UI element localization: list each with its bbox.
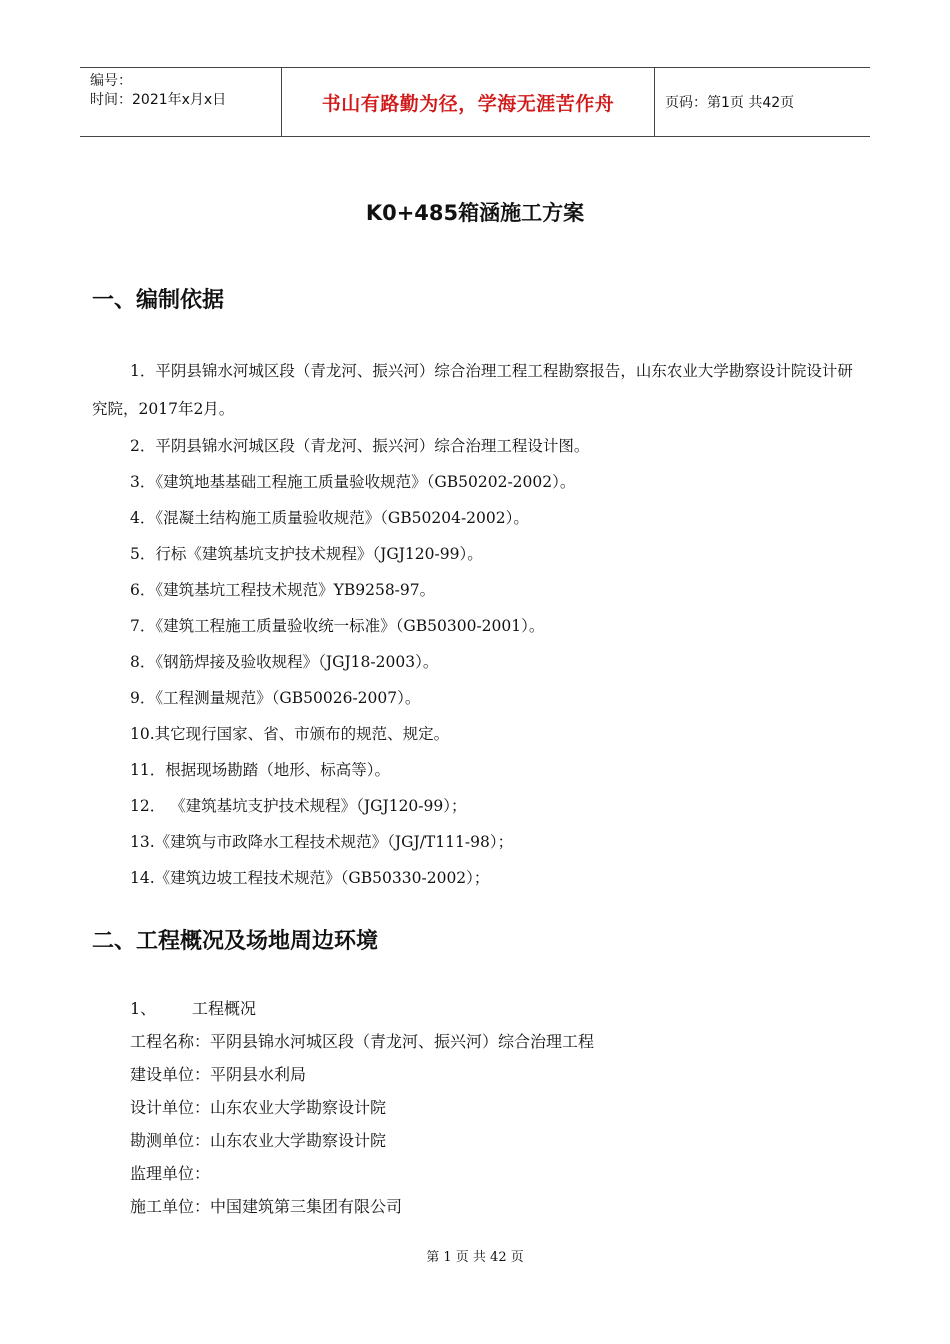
document-title: K0+485箱涵施工方案 (365, 201, 585, 225)
project-overview (130, 992, 594, 1223)
page-header (80, 67, 870, 137)
list-item: 7．《建筑工程施工质量验收统一标准》（GB50300-2001）。 (130, 617, 545, 635)
basis-list (92, 352, 862, 896)
document-date: 时间：2021年x月x日 (90, 92, 227, 108)
overview-row: 监理单位： (130, 1164, 211, 1183)
overview-row: 工程名称：平阴县锦水河城区段（青龙河、振兴河）综合治理工程 (130, 1032, 595, 1051)
list-item: 6．《建筑基坑工程技术规范》YB9258-97。 (130, 581, 436, 599)
list-item: 2．平阴县锦水河城区段（青龙河、振兴河）综合治理工程设计图。 (130, 437, 590, 455)
list-item: 12． 《建筑基坑支护技术规程》（JGJ120-99）； (130, 797, 467, 815)
list-item: 10.其它现行国家、省、市颁布的规范、规定。 (130, 725, 450, 743)
list-item: 5．行标《建筑基坑支护技术规程》（JGJ120-99）。 (130, 545, 483, 563)
section-heading-basis: 一、编制依据 (92, 288, 225, 313)
overview-row: 设计单位：山东农业大学勘察设计院 (130, 1098, 387, 1117)
header-meta (80, 68, 282, 136)
list-item: 4．《混凝土结构施工质量验收规范》（GB50204-2002）。 (130, 509, 529, 527)
header-motto: 书山有路勤为径，学海无涯苦作舟 (282, 68, 655, 136)
list-item: 11．根据现场勘踏（地形、标高等）。 (130, 761, 390, 779)
overview-row: 建设单位：平阴县水利局 (130, 1065, 307, 1084)
overview-subheading (130, 992, 594, 1025)
section-heading-overview: 二、工程概况及场地周边环境 (92, 929, 379, 954)
page-footer: 第 1 页 共 42 页 (426, 1250, 524, 1265)
header-page-info: 页码：第1页 共42页 (665, 95, 795, 111)
list-item: 8．《钢筋焊接及验收规程》（JGJ18-2003）。 (130, 653, 439, 671)
overview-sub-number: 1、 (130, 999, 157, 1018)
list-item: 3．《建筑地基基础工程施工质量验收规范》（GB50202-2002）。 (130, 473, 576, 491)
list-item: 1．平阴县锦水河城区段（青龙河、振兴河）综合治理工程工程勘察报告，山东农业大学勘察设计院设计研究院，2017年2月。 (92, 362, 853, 418)
overview-row: 施工单位：中国建筑第三集团有限公司 (130, 1197, 403, 1216)
overview-sub-title: 工程概况 (192, 999, 257, 1018)
list-item: 14.《建筑边坡工程技术规范》（GB50330-2002）； (130, 869, 490, 887)
list-item: 13.《建筑与市政降水工程技术规范》（JGJ/T111-98）； (130, 833, 514, 851)
overview-row: 勘测单位：山东农业大学勘察设计院 (130, 1131, 387, 1150)
document-number: 编号： (90, 73, 132, 89)
list-item: 9．《工程测量规范》（GB50026-2007）。 (130, 689, 421, 707)
